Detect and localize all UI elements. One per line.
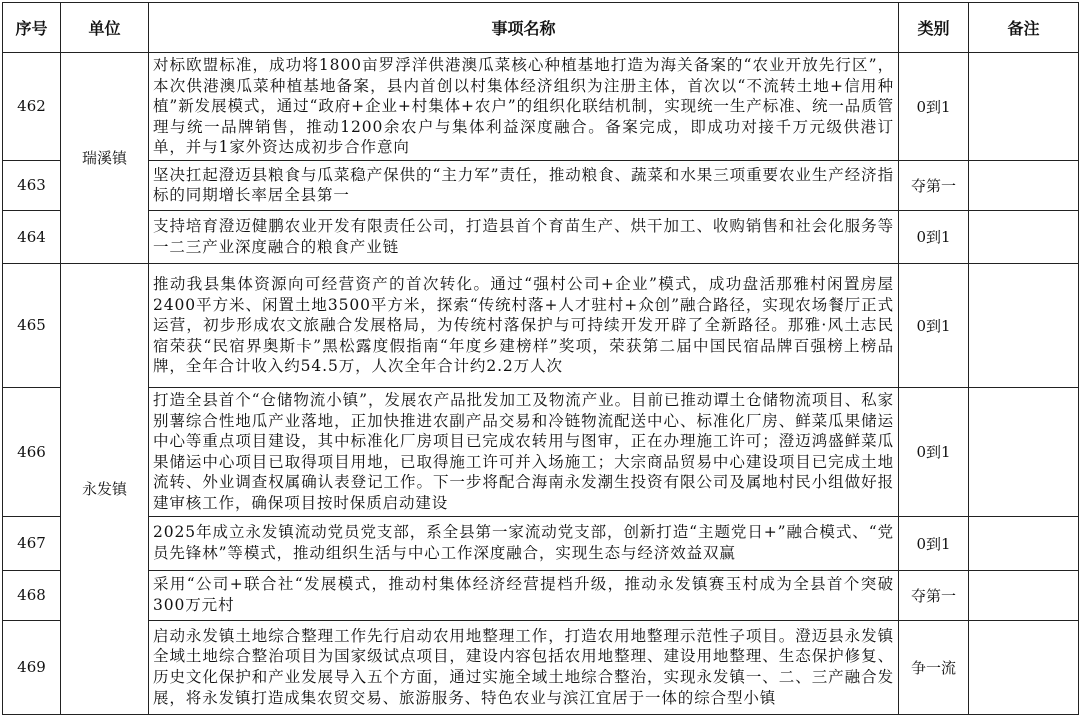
table-row — [3, 160, 1079, 210]
row-no: 462 — [3, 53, 61, 161]
row-remark — [969, 570, 1079, 620]
row-desc: 坚决扛起澄迈县粮食与瓜菜稳产保供的“主力军”责任，推动粮食、蔬菜和水果三项重要农业生产经济指标的同期增长率居全县第一 — [149, 160, 899, 210]
table-row — [3, 570, 1079, 620]
table-row — [3, 53, 1079, 161]
row-no: 468 — [3, 570, 61, 620]
items-table — [2, 2, 1079, 715]
row-category: 夺第一 — [899, 160, 969, 210]
row-remark — [969, 263, 1079, 387]
row-desc: 2025年成立永发镇流动党员党支部，系全县第一家流动党支部，创新打造“主题党日+”融合模式、“党员先锋林”等模式，推动组织生活与中心工作深度融合，实现生态与经济效益双赢 — [149, 516, 899, 570]
row-category: 0到1 — [899, 53, 969, 161]
header-remark: 备注 — [969, 3, 1079, 53]
row-no: 469 — [3, 620, 61, 714]
row-remark — [969, 53, 1079, 161]
row-no: 467 — [3, 516, 61, 570]
table-row — [3, 210, 1079, 263]
row-remark — [969, 387, 1079, 516]
header-no: 序号 — [3, 3, 61, 53]
row-category: 0到1 — [899, 516, 969, 570]
row-category: 0到1 — [899, 387, 969, 516]
table-row — [3, 516, 1079, 570]
header-category: 类别 — [899, 3, 969, 53]
unit-cell: 永发镇 — [61, 263, 149, 714]
table-row — [3, 263, 1079, 387]
row-desc: 支持培育澄迈健鹏农业开发有限责任公司，打造县首个育苗生产、烘干加工、收购销售和社会化服务等一二三产业深度融合的粮食产业链 — [149, 210, 899, 263]
row-category: 0到1 — [899, 210, 969, 263]
row-remark — [969, 516, 1079, 570]
row-no: 465 — [3, 263, 61, 387]
unit-cell: 瑞溪镇 — [61, 53, 149, 264]
table-row — [3, 620, 1079, 714]
row-desc: 打造全县首个“仓储物流小镇”，发展农产品批发加工及物流产业。目前已推动谭土仓储物流项目、私家别薯综合性地瓜产业落地，正加快推进农副产品交易和冷链物流配送中心、标准化厂房、鲜菜瓜果储运中心等重点项目建设，其中标准化厂房项目已完成农转用与图审，正在办理施工许可；澄迈鸿盛鲜菜瓜果储运中心项目已取得项目用地，已取得施工许可并入场施工；大宗商品贸易中心建设项目已完成土地流转、外业调查权属确认表登记工作。下一步将配合海南永发潮生投资有限公司及属地村民小组做好报建审核工作，确保项目按时保质启动建设 — [149, 387, 899, 516]
row-remark — [969, 210, 1079, 263]
row-remark — [969, 160, 1079, 210]
row-no: 463 — [3, 160, 61, 210]
table-row — [3, 387, 1079, 516]
row-desc: 采用“公司+联合社“发展模式，推动村集体经济经营提档升级，推动永发镇赛玉村成为全县首个突破300万元村 — [149, 570, 899, 620]
row-category: 夺第一 — [899, 570, 969, 620]
row-desc: 推动我县集体资源向可经营资产的首次转化。通过“强村公司+企业”模式，成功盘活那雅村闲置房屋2400平方米、闲置土地3500平方米，探索“传统村落+人才驻村+众创”融合路径，实现农场餐厅正式运营，初步形成农文旅融合发展格局，为传统村落保护与可持续开发开辟了全新路径。那雅·风土志民宿荣获“民宿界奥斯卡”黑松露度假指南“年度乡建榜样”奖项，荣获第二届中国民宿品牌百强榜上榜品牌，全年合计收入约54.5万，人次全年合计约2.2万人次 — [149, 263, 899, 387]
row-remark — [969, 620, 1079, 714]
row-category: 争一流 — [899, 620, 969, 714]
row-desc: 对标欧盟标准，成功将1800亩罗浮洋供港澳瓜菜核心种植基地打造为海关备案的“农业开放先行区”，本次供港澳瓜菜种植基地备案，县内首创以村集体经济组织为注册主体，首次以“不流转土地+信用种植”新发展模式，通过“政府+企业+村集体+农户”的组织化联结机制，实现统一生产标准、统一品质管理与统一品牌销售，推动1200余农户与集体利益深度融合。备案完成，即成功对接千万元级供港订单，并与1家外资达成初步合作意向 — [149, 53, 899, 161]
row-no: 464 — [3, 210, 61, 263]
header-row — [3, 3, 1079, 53]
row-category: 0到1 — [899, 263, 969, 387]
header-unit: 单位 — [61, 3, 149, 53]
header-item: 事项名称 — [149, 3, 899, 53]
row-no: 466 — [3, 387, 61, 516]
row-desc: 启动永发镇土地综合整理工作先行启动农用地整理工作，打造农用地整理示范性子项目。澄迈县永发镇全域土地综合整治项目为国家级试点项目，建设内容包括农用地整理、建设用地整理、生态保护修复、历史文化保护和产业发展导入五个方面，通过实施全域土地综合整治，实现永发镇一、二、三产融合发展，将永发镇打造成集农贸交易、旅游服务、特色农业与滨江宜居于一体的综合型小镇 — [149, 620, 899, 714]
